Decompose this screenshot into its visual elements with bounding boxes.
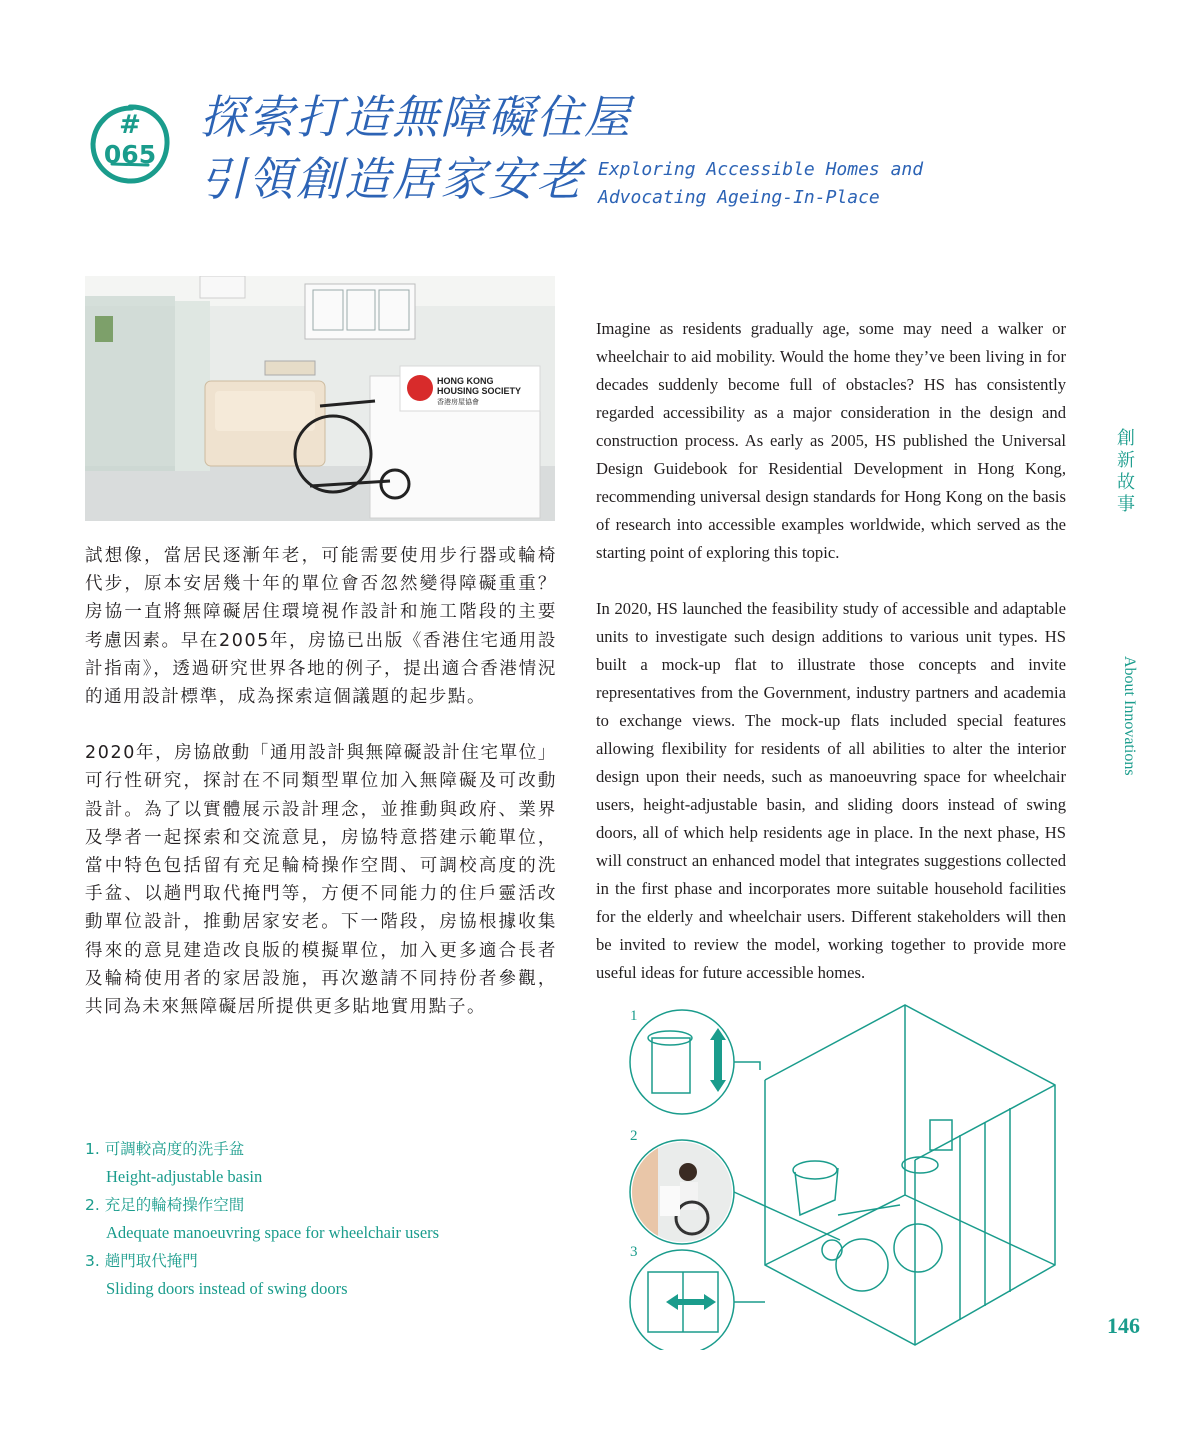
sign-text-2: HOUSING SOCIETY: [437, 386, 522, 396]
feature-legend: [85, 1135, 545, 1303]
side-category-zh: [1115, 428, 1137, 516]
slide-arrow-icon: [666, 1294, 716, 1310]
en-paragraph-2: In 2020, HS launched the feasibility study of accessible and adaptable units to investigate such design additions to various unit types. HS built a mock-up flat to illustrate those concepts and invite representatives from the Government, industry partners and academia to exchange views. The mock-up flats included special features allowing flexibility for residents of all abilities to alter the interior design upon their needs, such as manoeuvring space for wheelchair users, height-adjustable basin, and sliding doors instead of swing doors, all of which help residents age in place. In the next phase, HS will construct an enhanced model that integrates suggestions collected in the first phase and incorporates more suitable household facilities for the elderly and wheelchair users. Different stakeholders will then be invited to review the model, working together to provide more useful ideas for future accessible homes.: [596, 599, 1066, 982]
legend-index: 2.: [85, 1196, 100, 1214]
page-number: 146: [1107, 1313, 1140, 1338]
side-category-en: About Innovations: [1121, 656, 1138, 776]
isometric-bathroom-drawing: [600, 1000, 1070, 1350]
diagram-label-2: 2: [630, 1128, 638, 1144]
title-en-line1: Exploring Accessible Homes and: [598, 159, 924, 180]
legend-zh: 充足的輪椅操作空間: [104, 1196, 245, 1214]
legend-en: Height-adjustable basin: [106, 1167, 263, 1186]
title-en-line2: Advocating Ageing-In-Place: [598, 187, 880, 208]
height-adjust-arrow-icon: [710, 1028, 726, 1092]
diagram-label-3: 3: [630, 1244, 638, 1260]
title-zh-line1: 探索打造無障礙住屋: [200, 90, 632, 144]
badge-hash: #: [119, 110, 141, 140]
legend-index: 1.: [85, 1140, 100, 1158]
side-char: 新: [1117, 450, 1135, 471]
accessible-flat-diagram: [600, 1000, 1070, 1350]
number-badge: [88, 102, 172, 186]
legend-item: [85, 1191, 545, 1247]
badge-number: 065: [103, 140, 157, 169]
zh-paragraph-1: 試想像，當居民逐漸年老，可能需要使用步行器或輪椅代步，原本安居幾十年的單位會否忽然變得障礙重重？房協一直將無障礙居住環境視作設計和施工階段的主要考慮因素。早在2005年，房協已出版《香港住宅通用設計指南》，透過研究世界各地的例子，提出適合香港情況的通用設計標準，成為探索這個議題的起步點。: [85, 546, 557, 708]
title-chinese: [200, 86, 632, 210]
mockup-flat-photo: [85, 276, 555, 521]
legend-index: 3.: [85, 1252, 100, 1270]
mockup-room-illustration: [85, 276, 555, 521]
side-char: 故: [1117, 472, 1135, 493]
title-zh-line2: 引領創造居家安老: [200, 152, 584, 206]
legend-item: [85, 1247, 545, 1303]
legend-item: [85, 1135, 545, 1191]
diagram-label-1: 1: [630, 1008, 638, 1024]
en-paragraph-1: Imagine as residents gradually age, some may need a walker or wheelchair to aid mobility. Would the home they’ve been living in for decades suddenly become full of obstacles? HS has consistently regarded accessibility as a major consideration in the design and construction process. As early as 2005, HS published the Universal Design Guidebook for Residential Development in Hong Kong, recommending universal design standards for Hong Kong on the basis of research into accessible examples worldwide, which served as the starting point of exploring this topic.: [596, 319, 1066, 562]
legend-en: Sliding doors instead of swing doors: [106, 1279, 348, 1298]
english-body-text: [596, 315, 1066, 1015]
sign-text-3: 香港房屋協會: [437, 398, 479, 406]
side-char: 創: [1117, 428, 1135, 449]
sign-text-1: HONG KONG: [437, 376, 494, 386]
title-english: [598, 156, 978, 212]
chinese-body-text: [85, 542, 557, 1049]
legend-zh: 趟門取代掩門: [104, 1252, 198, 1270]
legend-zh: 可調較高度的洗手盆: [104, 1140, 245, 1158]
legend-en: Adequate manoeuvring space for wheelchair users: [106, 1223, 440, 1242]
side-char: 事: [1117, 494, 1135, 515]
zh-paragraph-2: 2020年，房協啟動「通用設計與無障礙設計住宅單位」可行性研究，探討在不同類型單位加入無障礙及可改動設計。為了以實體展示設計理念，並推動與政府、業界及學者一起探索和交流意見，房協特意搭建示範單位，當中特色包括留有充足輪椅操作空間、可調校高度的洗手盆、以趟門取代掩門等，方便不同能力的住戶靈活改動單位設計，推動居家安老。下一階段，房協根據收集得來的意見建造改良版的模擬單位，加入更多適合長者及輪椅使用者的家居設施，再次邀請不同持份者參觀，共同為未來無障礙居所提供更多貼地實用點子。: [85, 743, 557, 1018]
